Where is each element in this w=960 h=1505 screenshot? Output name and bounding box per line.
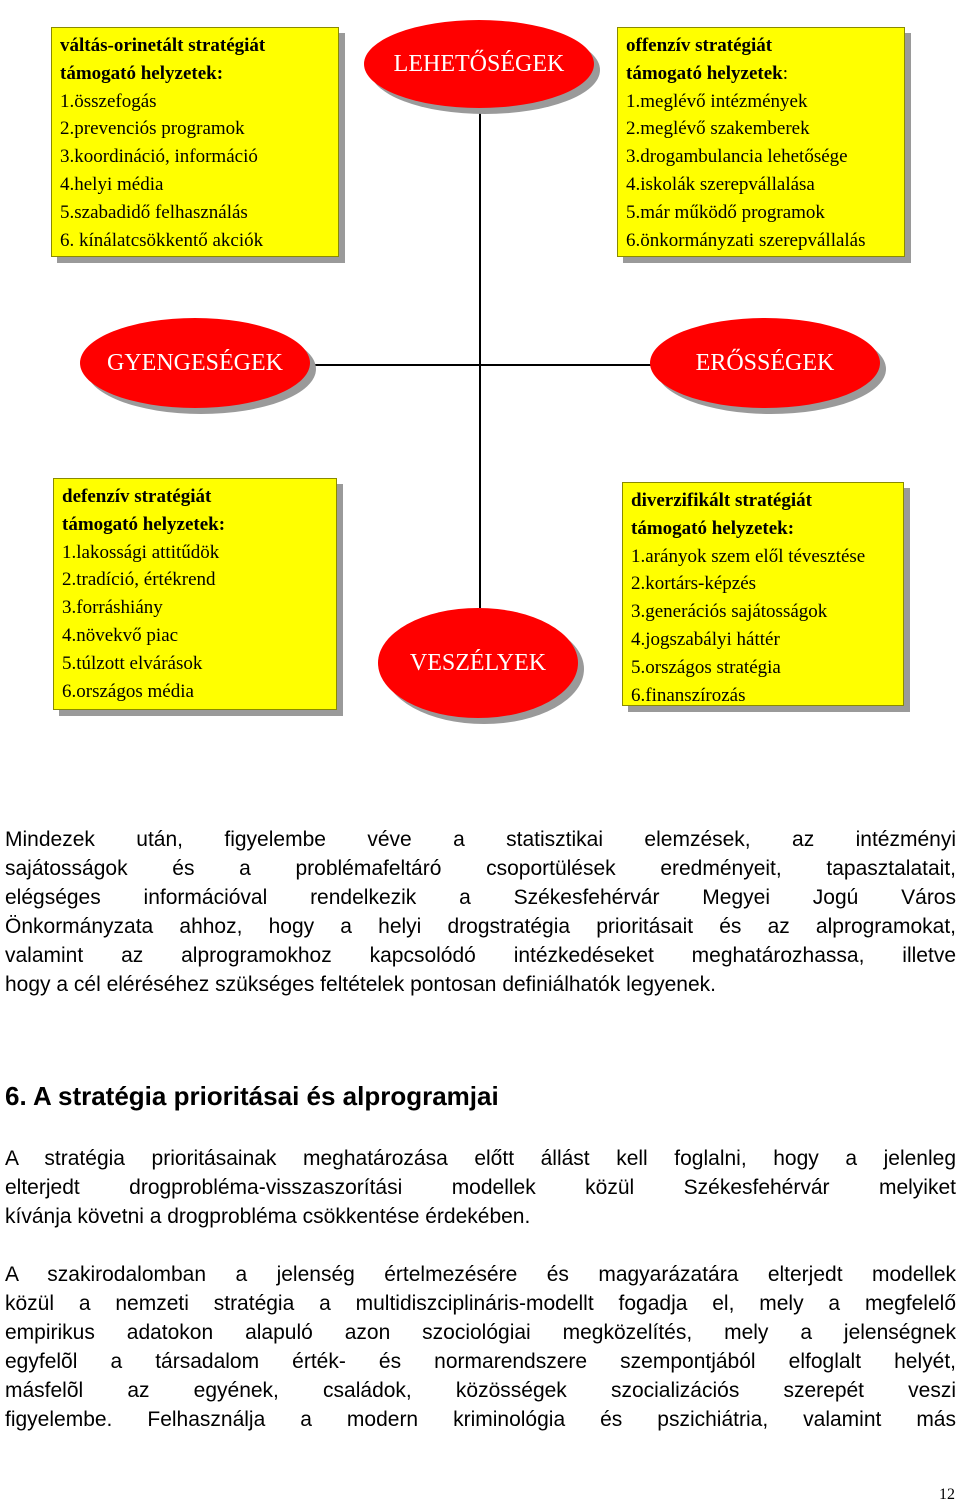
paragraph-line: valamint az alprogramokhoz kapcsolódó intézkedéseket meghatározhassa, illetve (5, 944, 956, 967)
paragraph-priorities (5, 1144, 956, 1231)
box-item: 4.helyi média (60, 173, 164, 195)
box-switch-oriented (51, 27, 339, 257)
box-item: 3.koordináció, információ (60, 146, 258, 168)
box-item: 4.iskolák szerepvállalása (626, 173, 815, 195)
paragraph-summary (5, 825, 956, 999)
box-item: 2.kortárs-képzés (631, 573, 757, 595)
box-item: 5.már működő programok (626, 201, 825, 223)
box-heading-line: váltás-orinetált stratégiát (60, 35, 266, 56)
box-item: 3.forráshiány (62, 597, 163, 619)
box-item: 6.önkormányzati szerepvállalás (626, 229, 866, 251)
box-item: 4.növekvő piac (62, 624, 179, 646)
vertical-axis-line (479, 100, 481, 608)
box-item: 4.jogszabályi háttér (631, 628, 780, 650)
paragraph-line: sajátosságok és a problémafeltáró csoportülések eredményeit, tapasztalatait, (5, 857, 956, 880)
paragraph-literature (5, 1260, 956, 1434)
box-item: 2.meglévő szakemberek (626, 118, 810, 140)
horizontal-axis-line (296, 364, 680, 366)
box-heading-line: támogató helyzetek (626, 62, 783, 84)
paragraph-line: A szakirodalomban a jelenség értelmezésére és magyarázatára elterjedt modellek (5, 1263, 956, 1286)
box-heading-suffix: : (782, 62, 788, 84)
box-item: 1.arányok szem elől tévesztése (631, 545, 866, 567)
box-item: 5.túlzott elvárások (62, 652, 203, 674)
paragraph-line: kívánja követni a drogprobléma csökkentése érdekében. (5, 1205, 531, 1228)
section-heading: 6. A stratégia prioritásai és alprogramjai (5, 1081, 499, 1111)
box-item: 5.országos stratégia (631, 656, 781, 678)
oval-opportunities: LEHETŐSÉGEK (364, 20, 594, 108)
box-heading-line: támogató helyzetek: (631, 517, 795, 539)
paragraph-line: figyelembe. Felhasználja a modern kriminológia és pszichiátria, valamint más (5, 1408, 956, 1431)
box-item: 2.prevenciós programok (60, 118, 245, 140)
box-item: 1.összefogás (60, 90, 157, 112)
box-heading-line: támogató helyzetek: (60, 62, 224, 84)
oval-weaknesses: GYENGESÉGEK (80, 318, 310, 408)
box-item: 6.finanszírozás (631, 684, 746, 706)
page-number: 12 (939, 1486, 955, 1503)
box-defensive (53, 478, 337, 710)
paragraph-line: A stratégia prioritásainak meghatározása előtt állást kell foglalni, hogy a jelenleg (5, 1147, 956, 1170)
box-heading-line: offenzív stratégiát (626, 35, 773, 56)
oval-strengths: ERŐSSÉGEK (650, 318, 880, 408)
box-item: 2.tradíció, értékrend (62, 569, 216, 591)
paragraph-line: Mindezek után, figyelembe véve a statisztikai elemzések, az intézményi (5, 828, 956, 851)
paragraph-line: másfelõl az egyének, családok, közösségek szocializációs szerepét veszi (5, 1379, 956, 1402)
box-item: 3.drogambulancia lehetősége (626, 146, 848, 168)
paragraph-line: Önkormányzata ahhoz, hogy a helyi drogstratégia prioritásait és az alprogramokat, (5, 915, 956, 938)
paragraph-line: közül a nemzeti stratégia a multidiszciplináris-modellt fogadja el, mely a megfelelő (5, 1292, 956, 1315)
paragraph-line: elégséges információval rendelkezik a Székesfehérvár Megyei Jogú Város (5, 886, 956, 909)
box-item: 5.szabadidő felhasználás (60, 201, 248, 223)
box-heading-line: diverzifikált stratégiát (631, 490, 812, 511)
box-offensive (617, 27, 905, 257)
box-heading-line: támogató helyzetek: (62, 513, 226, 535)
paragraph-line: elterjedt drogprobléma-visszaszorítási modellek közül Székesfehérvár melyiket (5, 1176, 956, 1199)
box-item: 3.generációs sajátosságok (631, 601, 828, 623)
box-item: 6.országos média (62, 680, 194, 702)
box-item: 6. kínálatcsökkentő akciók (60, 229, 264, 251)
paragraph-line: hogy a cél eléréséhez szükséges feltételek pontosan definiálhatók legyenek. (5, 973, 716, 996)
oval-threats: VESZÉLYEK (378, 608, 578, 718)
box-item: 1.meglévő intézmények (626, 90, 808, 112)
box-item: 1.lakossági attitűdök (62, 541, 220, 563)
paragraph-line: empirikus adatokon alapuló azon szociológiai megközelítés, mely a jelenségnek (5, 1321, 956, 1344)
box-heading-line: defenzív stratégiát (62, 486, 212, 507)
paragraph-line: egyfelõl a társadalom érték- és normarendszere szempontjából elfoglalt helyét, (5, 1350, 956, 1373)
box-diversified (622, 482, 904, 706)
